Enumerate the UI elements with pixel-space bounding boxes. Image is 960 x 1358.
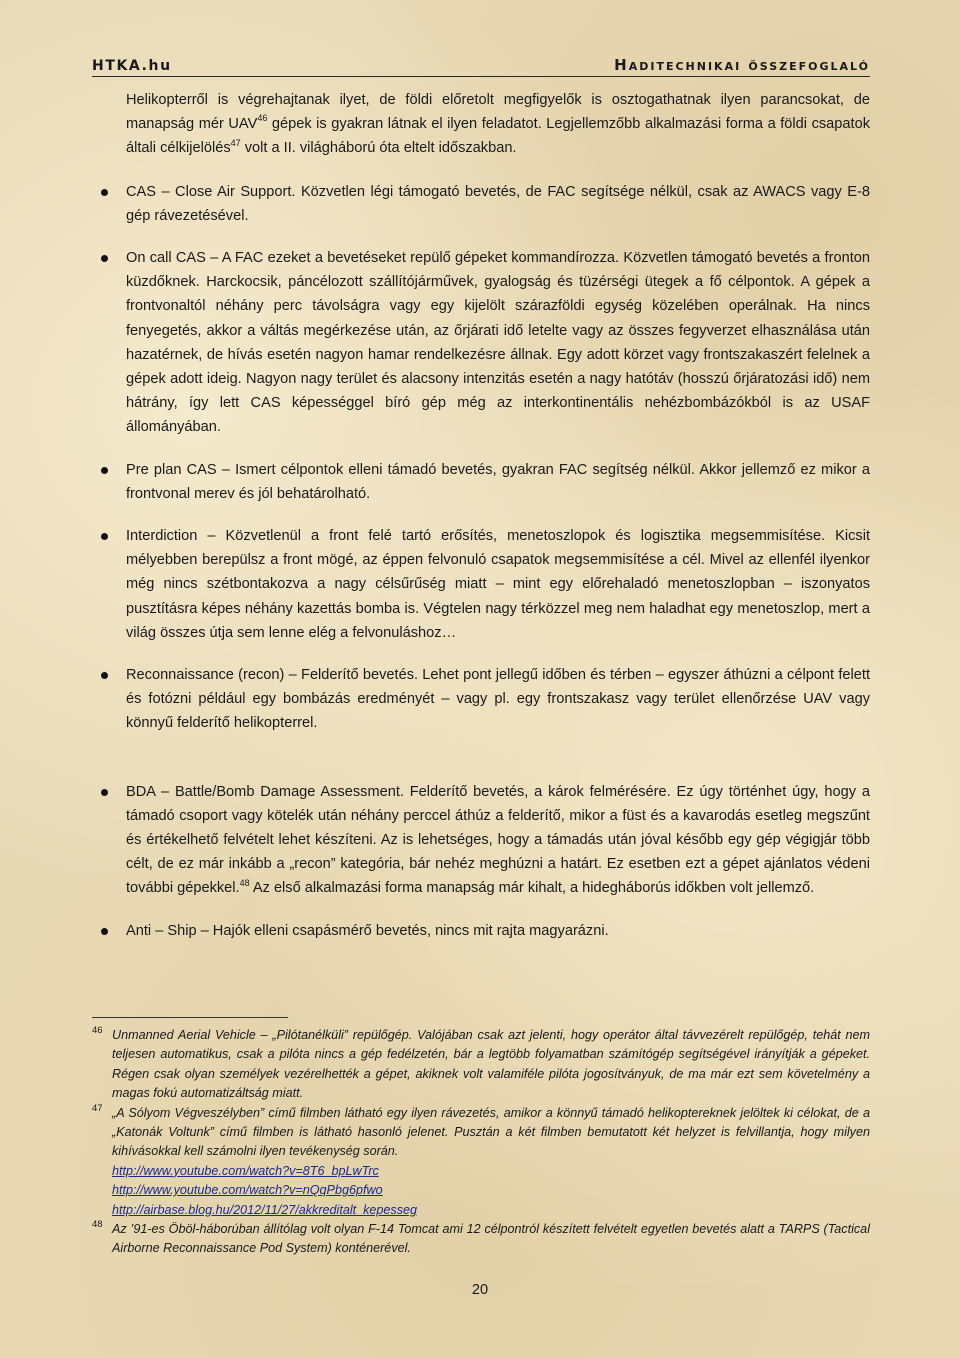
bullet-icon: [101, 672, 108, 679]
bullet-item-cas: CAS – Close Air Support. Közvetlen légi támogató bevetés, de FAC segítsége nélkül, csak az AWACS vagy E-8 gép rávezetésével.: [126, 180, 870, 228]
bullet-item-pre-plan-cas: Pre plan CAS – Ismert célpontok elleni támadó bevetés, gyakran FAC segítség nélkül. Akkor jellemző ez mikor a frontvonal merev és jól behatárolható.: [126, 458, 870, 506]
bullet-item-on-call-cas: On call CAS – A FAC ezeket a bevetéseket repülő gépeket kommandírozza. Közvetlen támogató bevetés a fronton küzdőknek. Harckocsik, páncélozott szállítójárművek, gyalogság és tüzérségi ütegek a fő célpontok. A gépek a frontvonaltól néhány perc távolságra vagy egy kijelölt szárazföldi egység közelében operálnak. Ha nincs fenyegetés, akkor a váltás megérkezése után, az őrjárati idő letelte vagy az összes fegyverzet elhasználása után hazatérnek, de hívás esetén nagyon hamar rendelkezésre állnak. Egy adott körzet vagy frontszakaszért felelnek a gépek adott ideig. Nagyon nagy terület és alacsony intenzitás esetén a nagy hatótáv (hosszú őrjáratozási idő) nem hátrány, így lett CAS képességgel bíró gép még az interkontinentális nehézbombázókból is az USAF állományában.: [126, 246, 870, 440]
bullet-item-anti-ship: Anti – Ship – Hajók elleni csapásmérő bevetés, nincs mit rajta magyarázni.: [126, 919, 870, 943]
bullet-item-bda: BDA – Battle/Bomb Damage Assessment. Felderítő bevetés, a károk felmérésére. Ez úgy történhet úgy, hogy a támadó csoport vagy kötelék után néhány perccel áthúz a felderítő, mikor a füst és a kavarodás esetleg megszűnt és értékelhető felvételt lehet készíteni. Az is lehetséges, hogy a támadás után jóval később egy gép végigjár több célt, de ez már inkább a „recon” kategória, bár nehéz meghúzni a határt. Ez esetben ezt a gépet ajánlatos védeni további gépekkel.$^{48}$ Az első alkalmazási forma manapság már kihalt, a hidegháborús időkben volt jellemző.: [126, 780, 870, 901]
footnote-link[interactable]: http://www.youtube.com/watch?v=8T6_bpLwTrc: [112, 1163, 379, 1178]
footnotes-section: [92, 1017, 870, 1259]
bullet-icon: [101, 928, 108, 935]
page-header: [92, 56, 870, 77]
footnote-number: 47: [92, 1102, 103, 1114]
footnote-divider: [92, 1017, 288, 1018]
footnote-number: 48: [92, 1219, 103, 1231]
bullet-icon: [101, 255, 108, 262]
bullet-item-recon: Reconnaissance (recon) – Felderítő bevetés. Lehet pont jellegű időben és térben – egyszer áthúzni a célpont felett és fotózni például egy bombázás eredményét – vagy pl. egy frontszakasz vagy terület ellenőrzése UAV vagy könnyű felderítő helikopterrel.: [126, 663, 870, 736]
bullet-icon: [101, 467, 108, 474]
main-content: [126, 88, 870, 943]
intro-paragraph: Helikopterről is végrehajtanak ilyet, de földi előretolt megfigyelők is osztogathatnak ilyen parancsokat, de manapság mér UAV$^{46}$ gépek is gyakran látnak el ilyen feladatot. Legjellemzőbb alkalmazási forma a földi csapatok általi célkijelölés$^{47}$ volt a II. világháború óta eltelt időszakban.: [126, 92, 870, 157]
footnote-number: 46: [92, 1025, 103, 1036]
bullet-icon: [101, 789, 108, 796]
bullet-icon: [101, 189, 108, 196]
footnote-46: 46 Unmanned Aerial Vehicle – „Pilótanélküli” repülőgép. Valójában csak azt jelenti, hogy operátor által távvezérelt repülőgép, tehát nem teljesen automatikus, csak a pilóta nincs a gép fedélzetén, bár a legtöbb folyamatban számítógép segítségével irányítják a gépeket. Régen csak olyan személyek vezérelhették a gépet, akiknek volt valamiféle pilóta jogosítványuk, de ma már ezt sem követelmény a magas fokú automatizáltság miatt.: [92, 1026, 870, 1104]
footnote-ref-47[interactable]: 47: [230, 137, 241, 148]
bullet-icon: [101, 533, 108, 540]
bullet-item-interdiction: Interdiction – Közvetlenül a front felé tartó erősítés, menetoszlopok és logisztika megsemmisítése. Kicsit mélyebben berepülsz a front mögé, az éppen felvonuló csapatok megsemmisítése a cél. Mivel az ellenfél ilyenkor még nincs szétbontakozva a nagy célsűrűség miatt – mint egy előrehaladó menetoszlopban – iszonyatos pusztításra képes néhány kazettás bomba is. Végtelen nagy térközzel meg nem haladhat egy menetoszlop, mert a világ összes útja sem lenne elég a felvonuláshoz…: [126, 524, 870, 645]
header-site-name: HTKA.hu: [92, 58, 172, 74]
footnote-ref-46[interactable]: 46: [257, 113, 268, 124]
footnote-47: 47 „A Sólyom Végveszélyben” című filmben látható egy ilyen rávezetés, amikor a könnyű támadó helikoptereknek jelöltek ki célokat, de a „Katonák Voltunk” című filmben is látható hasonló jelenet. Pusztán a két filmben bemutatott két helyzet is felvillantja, hogy milyen kihívásokkal kell számolni ilyen tevékenység során. http://www.youtube.com/watch?v=8T6_bpLwTrc http://www.youtube.com/watch?v=nQqPbg6pfwo http://airbase.blog.hu/2012/11/27/akkreditalt_kepesseg: [92, 1104, 870, 1220]
footnote-link[interactable]: http://www.youtube.com/watch?v=nQqPbg6pfwo: [112, 1183, 383, 1198]
header-section-title: Haditechnikai összefoglaló: [614, 56, 870, 74]
page-number: 20: [471, 1282, 489, 1298]
footnote-ref-48[interactable]: 48: [239, 877, 250, 888]
footnote-link[interactable]: http://airbase.blog.hu/2012/11/27/akkreditalt_kepesseg: [112, 1202, 418, 1217]
footnote-48: 48 Az ’91-es Öböl-háborúban állítólag volt olyan F-14 Tomcat ami 12 célpontról készített felvételt egyetlen bevetés alatt a TARPS (Tactical Airborne Reconnaissance Pod System) konténerével.: [92, 1220, 870, 1259]
